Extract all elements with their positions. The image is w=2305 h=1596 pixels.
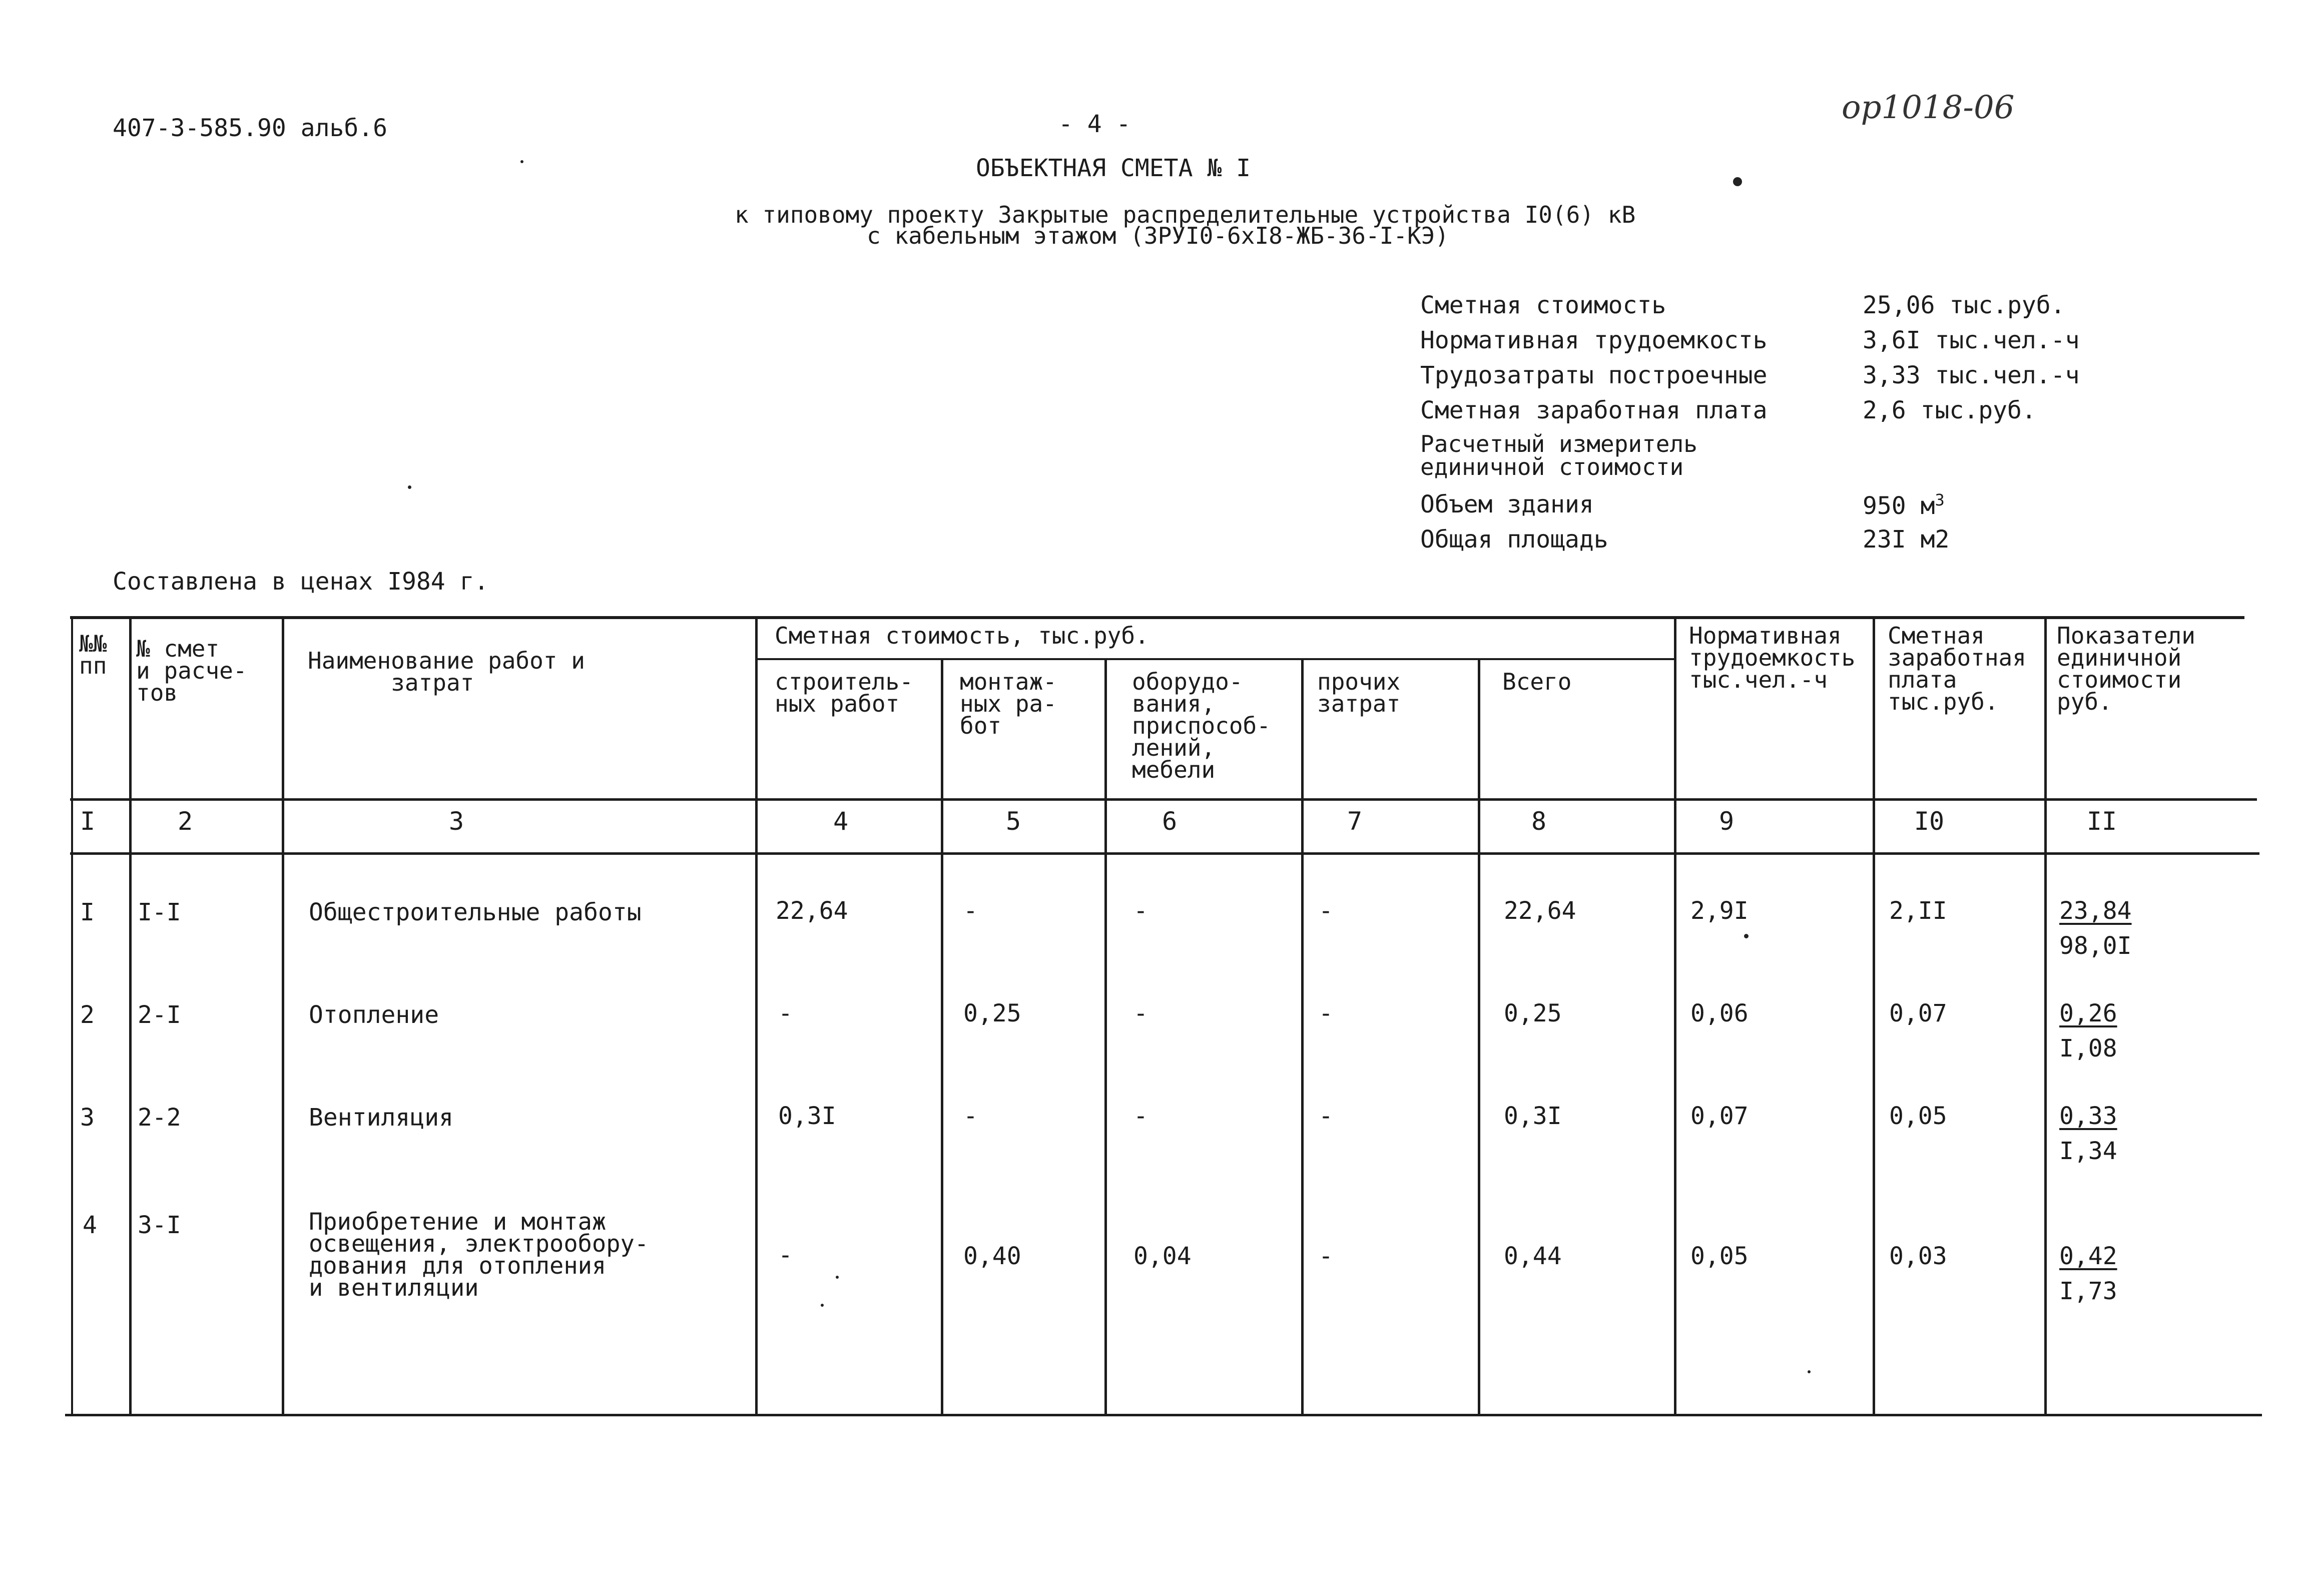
construction-cost: - bbox=[778, 999, 793, 1027]
header-row-number: №№ пп bbox=[79, 630, 107, 679]
column-divider bbox=[129, 616, 132, 1416]
column-number: 7 bbox=[1347, 807, 1363, 836]
indicator-bottom: I,34 bbox=[2059, 1137, 2117, 1165]
work-name: Приобретение и монтаж освещения, электрообору- дования для отопления и вентиляции bbox=[309, 1208, 649, 1302]
indicator-bottom: 98,0I bbox=[2059, 932, 2132, 960]
work-name: Отопление bbox=[309, 1001, 439, 1029]
labor-value: 0,07 bbox=[1690, 1102, 1749, 1130]
scan-speck bbox=[836, 1276, 839, 1279]
installation-cost: 0,25 bbox=[963, 999, 1021, 1027]
labor-value: 0,06 bbox=[1690, 999, 1749, 1027]
handwritten-stamp: ор1018-06 bbox=[1842, 89, 2015, 126]
labor-value: 2,9I bbox=[1690, 897, 1749, 925]
indicator-value bbox=[2059, 1242, 2117, 1305]
summary-label: Сметная стоимость bbox=[1420, 291, 1666, 319]
row-number: 4 bbox=[83, 1211, 97, 1239]
installation-cost: 0,40 bbox=[963, 1242, 1021, 1270]
column-number: 3 bbox=[448, 807, 464, 836]
summary-value: 25,06 тыс.руб. bbox=[1863, 291, 2065, 319]
group-header-rule bbox=[756, 658, 1674, 660]
document-code: 407-3-585.90 альб.6 bbox=[113, 114, 388, 142]
total-cost: 22,64 bbox=[1504, 897, 1576, 925]
header-equipment: оборудо- вания, приспособ- лений, мебели bbox=[1132, 668, 1271, 783]
column-number: 4 bbox=[833, 807, 849, 836]
column-number: 5 bbox=[1005, 807, 1021, 836]
estimate-number: 3-I bbox=[138, 1211, 181, 1239]
wage-value: 0,07 bbox=[1889, 999, 1947, 1027]
total-cost: 0,44 bbox=[1504, 1242, 1562, 1270]
header-estimate-number: № смет и расче- тов bbox=[136, 635, 247, 706]
summary-label-continued: единичной стоимости bbox=[1420, 453, 1684, 480]
construction-cost: 0,3I bbox=[778, 1102, 836, 1130]
indicator-bottom: I,08 bbox=[2059, 1034, 2117, 1062]
subtitle-line-2: с кабельным этажом (ЗРУI0-6хI8-ЖБ-36-I-КЭ) bbox=[867, 222, 1449, 249]
indicator-top: 23,84 bbox=[2059, 897, 2132, 925]
summary-label: Расчетный измеритель bbox=[1420, 430, 1697, 457]
equipment-cost: - bbox=[1133, 897, 1148, 925]
summary-value: 3,6I тыс.чел.-ч bbox=[1863, 326, 2080, 354]
row-number: I bbox=[80, 898, 95, 926]
page-number: - 4 - bbox=[1058, 110, 1131, 138]
other-cost: - bbox=[1319, 999, 1333, 1027]
column-divider bbox=[941, 658, 943, 1416]
column-number: II bbox=[2086, 807, 2117, 836]
scan-speck bbox=[408, 485, 411, 489]
indicator-value bbox=[2059, 897, 2132, 960]
estimate-number: I-I bbox=[138, 898, 181, 926]
column-number: I bbox=[80, 807, 96, 836]
prices-note: Составлена в ценах I984 г. bbox=[113, 568, 489, 596]
work-name: Общестроительные работы bbox=[309, 898, 642, 926]
equipment-cost: 0,04 bbox=[1133, 1242, 1192, 1270]
header-labor: Нормативная трудоемкость тыс.чел.-ч bbox=[1689, 622, 1856, 693]
estimate-number: 2-2 bbox=[138, 1104, 181, 1132]
work-name: Вентиляция bbox=[309, 1104, 453, 1132]
header-indicators: Показатели единичной стоимости руб. bbox=[2057, 622, 2195, 715]
column-divider bbox=[755, 616, 758, 1416]
column-divider bbox=[1301, 658, 1304, 1416]
header-total: Всего bbox=[1502, 668, 1572, 695]
column-divider bbox=[1873, 616, 1875, 1416]
column-divider bbox=[1104, 658, 1107, 1416]
header-construction: строитель- ных работ bbox=[775, 668, 913, 717]
column-divider bbox=[1478, 658, 1480, 1416]
volume-value: 950 м bbox=[1863, 492, 1935, 520]
installation-cost: - bbox=[963, 897, 978, 925]
scan-speck bbox=[520, 160, 523, 163]
table-bottom-rule bbox=[65, 1414, 2262, 1416]
wage-value: 0,05 bbox=[1889, 1102, 1947, 1130]
page-title: ОБЪЕКТНАЯ СМЕТА № I bbox=[976, 154, 1251, 182]
indicator-value bbox=[2059, 1102, 2117, 1165]
table-top-rule bbox=[70, 616, 2244, 619]
wage-value: 2,II bbox=[1889, 897, 1947, 925]
installation-cost: - bbox=[963, 1102, 978, 1130]
indicator-top: 0,26 bbox=[2059, 999, 2117, 1027]
indicator-value bbox=[2059, 999, 2117, 1062]
header-group-cost: Сметная стоимость, тыс.руб. bbox=[775, 622, 1149, 649]
summary-value: 3,33 тыс.чел.-ч bbox=[1863, 361, 2080, 389]
header-work-name: Наименование работ и затрат bbox=[308, 647, 585, 696]
construction-cost: 22,64 bbox=[776, 897, 848, 925]
wage-value: 0,03 bbox=[1889, 1242, 1947, 1270]
table-left-border bbox=[71, 616, 73, 1416]
row-number: 3 bbox=[80, 1104, 95, 1132]
summary-value bbox=[1863, 490, 1945, 520]
indicator-top: 0,33 bbox=[2059, 1102, 2117, 1130]
volume-unit-sup: 3 bbox=[1935, 490, 1945, 509]
column-number: I0 bbox=[1914, 807, 1945, 836]
header-other: прочих затрат bbox=[1317, 668, 1401, 717]
header-wage: Сметная заработная плата тыс.руб. bbox=[1888, 622, 2026, 715]
summary-label: Сметная заработная плата bbox=[1420, 396, 1768, 424]
total-cost: 0,3I bbox=[1504, 1102, 1562, 1130]
summary-value: 2,6 тыс.руб. bbox=[1863, 396, 2036, 424]
row-number: 2 bbox=[80, 1001, 95, 1029]
summary-label: Объем здания bbox=[1420, 490, 1594, 518]
labor-value: 0,05 bbox=[1690, 1242, 1749, 1270]
scan-speck bbox=[1733, 177, 1742, 186]
column-number: 9 bbox=[1718, 807, 1735, 836]
column-divider bbox=[2044, 616, 2047, 1416]
total-cost: 0,25 bbox=[1504, 999, 1562, 1027]
summary-value: 23I м2 bbox=[1863, 525, 1950, 554]
estimate-number: 2-I bbox=[138, 1001, 181, 1029]
indicator-top: 0,42 bbox=[2059, 1242, 2117, 1270]
equipment-cost: - bbox=[1133, 1102, 1148, 1130]
summary-label: Общая площадь bbox=[1420, 525, 1608, 554]
other-cost: - bbox=[1319, 897, 1333, 925]
header-bottom-rule bbox=[70, 798, 2257, 801]
column-divider bbox=[282, 616, 284, 1416]
equipment-cost: - bbox=[1133, 999, 1148, 1027]
subtitle-line-1: к типовому проекту Закрытые распределительные устройства I0(6) кВ bbox=[735, 201, 1636, 228]
column-numbers-rule bbox=[70, 852, 2259, 855]
column-number: 2 bbox=[177, 807, 193, 836]
column-divider bbox=[1674, 616, 1676, 1416]
column-number: 8 bbox=[1531, 807, 1547, 836]
column-number: 6 bbox=[1162, 807, 1178, 836]
other-cost: - bbox=[1319, 1242, 1333, 1270]
header-installation: монтаж- ных ра- бот bbox=[960, 668, 1057, 739]
scan-speck bbox=[821, 1304, 824, 1307]
other-cost: - bbox=[1319, 1102, 1333, 1130]
indicator-bottom: I,73 bbox=[2059, 1277, 2117, 1305]
construction-cost: - bbox=[778, 1241, 793, 1269]
summary-label: Нормативная трудоемкость bbox=[1420, 326, 1768, 354]
summary-label: Трудозатраты построечные bbox=[1420, 361, 1768, 389]
scan-speck bbox=[1744, 934, 1749, 938]
scan-speck bbox=[1808, 1370, 1811, 1373]
